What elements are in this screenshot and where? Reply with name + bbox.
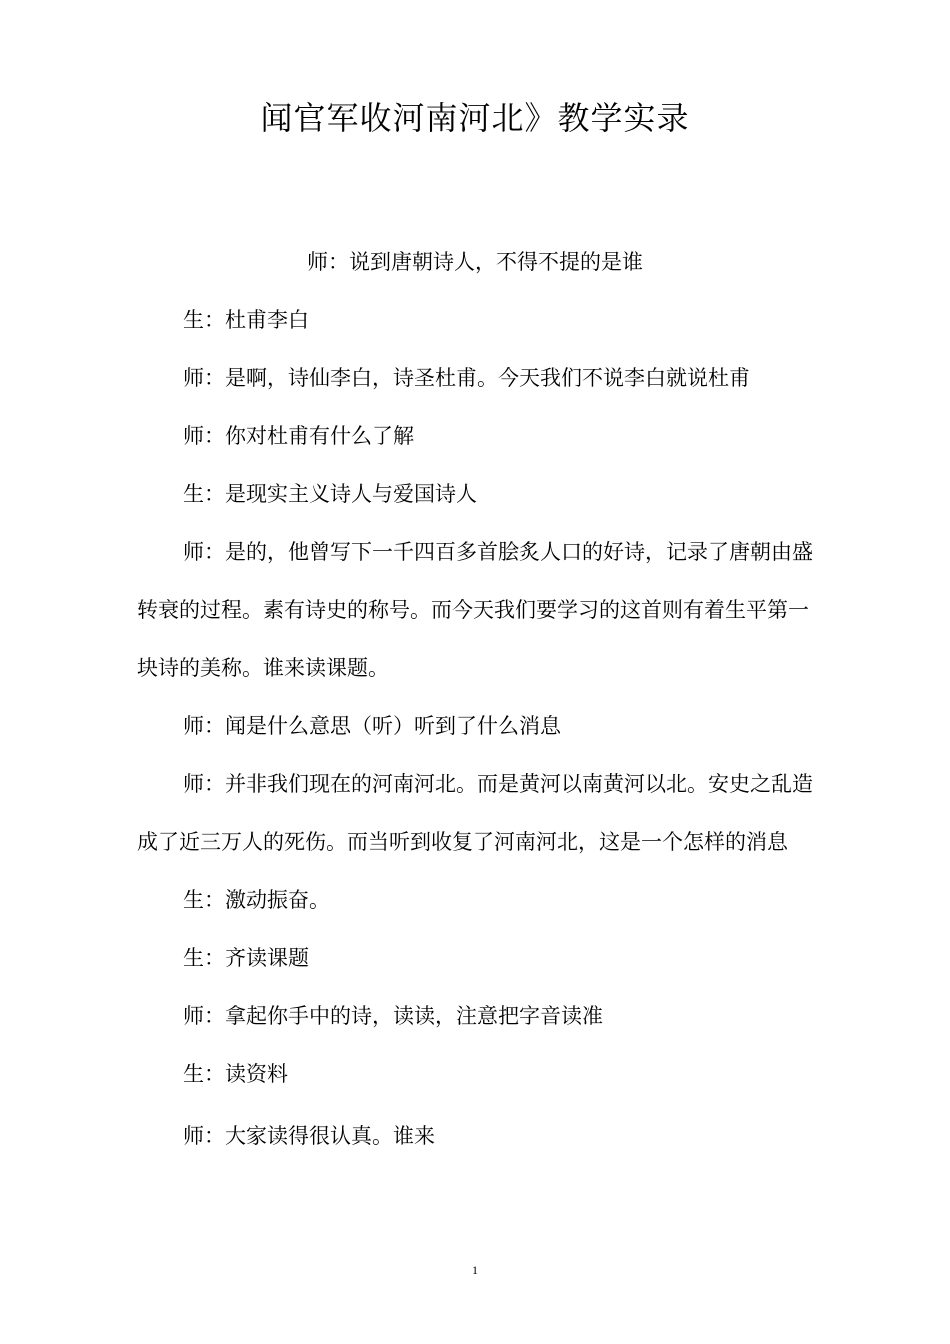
paragraph: 师：是的，他曾写下一千四百多首脍炙人口的好诗，记录了唐朝由盛转衰的过程。素有诗史的称号。而今天我们要学习的这首则有着生平第一块诗的美称。谁来读课题。 bbox=[137, 540, 813, 680]
paragraph: 生：激动振奋。 bbox=[183, 888, 330, 912]
paragraph: 生：读资料 bbox=[183, 1062, 288, 1086]
document-body bbox=[137, 233, 813, 1165]
paragraph: 生：齐读课题 bbox=[183, 946, 309, 970]
paragraph: 生：是现实主义诗人与爱国诗人 bbox=[183, 482, 477, 506]
paragraph: 师：是啊，诗仙李白，诗圣杜甫。今天我们不说李白就说杜甫 bbox=[183, 366, 750, 390]
page-number: 1 bbox=[472, 1263, 478, 1277]
paragraph: 师：说到唐朝诗人，不得不提的是谁 bbox=[307, 250, 643, 274]
paragraph: 师：闻是什么意思（听）听到了什么消息 bbox=[183, 714, 561, 738]
paragraph: 师：你对杜甫有什么了解 bbox=[183, 424, 414, 448]
paragraph: 师：拿起你手中的诗，读读，注意把字音读准 bbox=[183, 1004, 603, 1028]
paragraph: 生：杜甫李白 bbox=[183, 308, 309, 332]
document-title: 闻官军收河南河北》教学实录 bbox=[260, 99, 690, 137]
paragraph: 师：并非我们现在的河南河北。而是黄河以南黄河以北。安史之乱造成了近三万人的死伤。而当听到收复了河南河北，这是一个怎样的消息 bbox=[137, 772, 813, 854]
paragraph: 师：大家读得很认真。谁来 bbox=[183, 1124, 435, 1148]
